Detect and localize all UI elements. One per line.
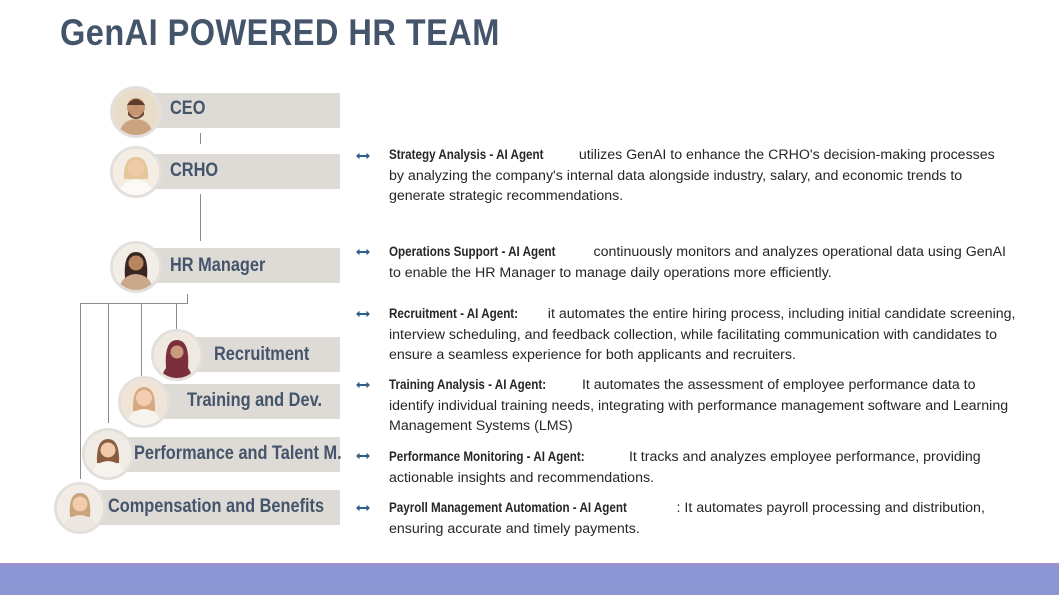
hr-manager-label: HR Manager (170, 255, 266, 276)
description-heading: Recruitment - AI Agent: (389, 306, 519, 322)
double-arrow-icon (356, 381, 370, 389)
connector-branch-training (141, 303, 142, 376)
connector-crho-hr (200, 194, 201, 241)
footer-band (0, 563, 1059, 595)
connector-ceo-crho (200, 133, 201, 144)
person-avatar-icon (121, 379, 167, 425)
compensation-label: Compensation and Benefits (108, 496, 325, 517)
connector-branch-recruitment (176, 303, 177, 330)
recruitment-avatar (151, 329, 203, 381)
double-arrow-icon (356, 452, 370, 460)
recruitment-label: Recruitment (214, 344, 310, 365)
hr-manager-avatar (110, 241, 162, 293)
double-arrow-icon (356, 310, 370, 318)
performance-monitoring-description (389, 447, 1029, 488)
performance-label: Performance and Talent M. (134, 443, 342, 464)
person-avatar-icon (154, 332, 200, 378)
person-avatar-icon (113, 89, 159, 135)
person-avatar-icon (113, 149, 159, 195)
description-heading: Performance Monitoring - AI Agent: (389, 449, 585, 465)
person-avatar-icon (113, 244, 159, 290)
payroll-management-description (389, 498, 1029, 539)
recruitment-description (389, 304, 1029, 366)
description-body: utilizes GenAI to enhance the CRHO's decision-making processes by analyzing the company's internal data alongside industry, salary, and economic trends to generate strategic recommendations. (389, 147, 995, 204)
description-heading: Training Analysis - AI Agent: (389, 377, 547, 393)
double-arrow-icon (356, 152, 370, 160)
ceo-avatar (110, 86, 162, 138)
description-body: it automates the entire hiring process, including initial candidate screening, interview scheduling, and feedback collection, while facilitating communication with candidates to ensure a seamless experience for both applicants and recruiters. (389, 306, 1016, 363)
description-body: : It automates payroll processing and distribution, ensuring accurate and timely payments. (389, 500, 985, 537)
page-title: GenAI POWERED HR TEAM (60, 12, 500, 53)
description-heading: Payroll Management Automation - AI Agent (389, 500, 627, 516)
person-avatar-icon (57, 485, 103, 531)
description-body: continuously monitors and analyzes operational data using GenAI to enable the HR Manager to manage daily operations more efficiently. (389, 244, 1006, 281)
crho-avatar (110, 146, 162, 198)
connector-branch-compensation (80, 303, 81, 479)
connector-branch-performance (108, 303, 109, 423)
operations-support-description (389, 242, 1009, 283)
training-avatar (118, 376, 170, 428)
strategy-analysis-description (389, 145, 1004, 207)
crho-bar (135, 154, 340, 189)
double-arrow-icon (356, 504, 370, 512)
person-avatar-icon (85, 431, 131, 477)
training-analysis-description (389, 375, 1019, 437)
description-heading: Strategy Analysis - AI Agent (389, 147, 544, 163)
description-body: It tracks and analyzes employee performance, providing actionable insights and recommendations. (389, 449, 981, 486)
training-label: Training and Dev. (187, 390, 322, 411)
performance-avatar (82, 428, 134, 480)
connector-hr-down (187, 294, 188, 303)
description-body: It automates the assessment of employee performance data to identify individual training needs, integrating with performance management software and Learning Management Systems (LMS) (389, 377, 1009, 434)
crho-label: CRHO (170, 160, 219, 181)
compensation-avatar (54, 482, 106, 534)
ceo-bar (135, 93, 340, 128)
connector-hr-branch (80, 303, 188, 304)
description-heading: Operations Support - AI Agent (389, 244, 556, 260)
double-arrow-icon (356, 248, 370, 256)
ceo-label: CEO (170, 98, 206, 119)
